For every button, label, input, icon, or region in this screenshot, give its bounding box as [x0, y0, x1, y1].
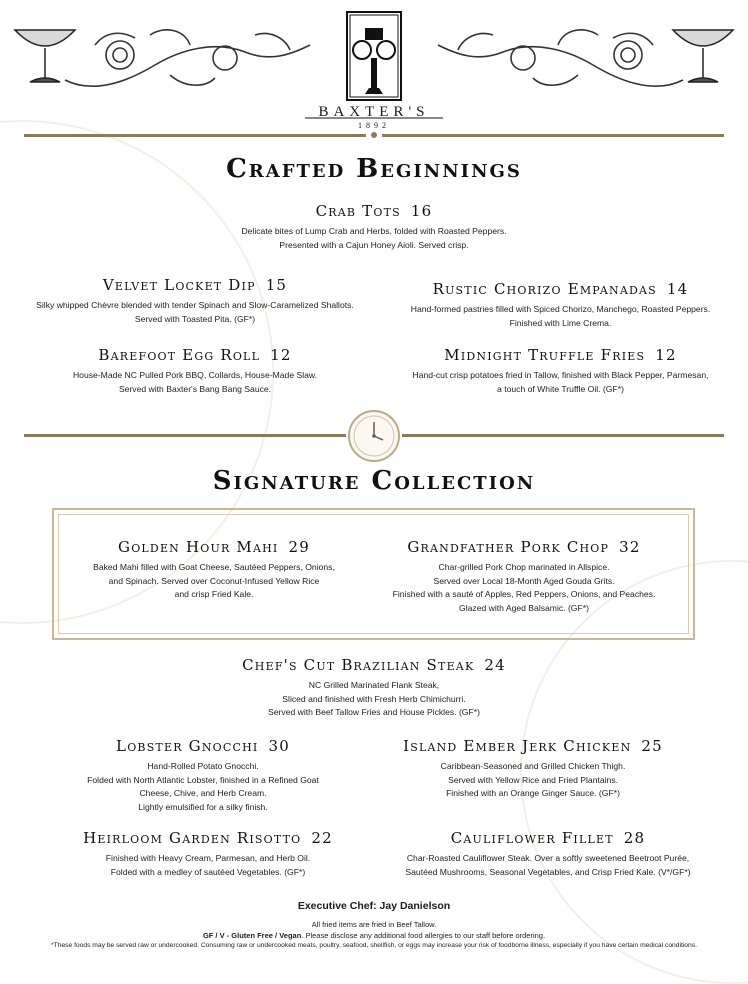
- champagne-coupe-icon: [673, 30, 733, 82]
- item-price: 29: [288, 538, 310, 556]
- item-name: Heirloom Garden Risotto: [83, 829, 302, 847]
- flourish-ornament: [438, 30, 683, 86]
- item-name: Lobster Gnocchi: [116, 737, 259, 755]
- brand-name: BAXTER'S: [318, 104, 430, 120]
- menu-item: [378, 829, 718, 879]
- item-price: 24: [484, 656, 506, 674]
- item-name: Golden Hour Mahi: [118, 538, 279, 556]
- item-name: Velvet Locket Dip: [102, 276, 256, 294]
- menu-header: [0, 0, 748, 140]
- item-description: Finished with a sauté of Apples, Red Peppers, Onions, and Peaches.: [392, 589, 656, 599]
- divider-rule: [382, 134, 724, 137]
- item-description: Hand-formed pastries filled with Spiced Chorizo, Manchego, Roasted Peppers.: [410, 304, 711, 314]
- item-description: Folded with North Atlantic Lobster, finished in a Refined Goat: [87, 774, 319, 785]
- item-description: Sautéed Mushrooms, Seasonal Vegetables, and Crisp Fried Kale. (V*/GF*): [405, 866, 691, 877]
- item-description: Hand-cut crisp potatoes fried in Tallow, finished with Black Pepper, Parmesan,: [412, 370, 709, 380]
- item-description: House-Made NC Pulled Pork BBQ, Collards, House-Made Slaw.: [72, 370, 318, 380]
- item-description: Delicate bites of Lump Crab and Herbs, folded with Roasted Peppers.: [241, 226, 507, 236]
- menu-item: [368, 737, 698, 801]
- section-title-beginnings: Crafted Beginnings: [226, 154, 522, 184]
- item-price: 32: [619, 538, 641, 556]
- item-description: Presented with a Cajun Honey Aioli. Served crisp.: [279, 239, 469, 250]
- item-name: Crab Tots: [315, 202, 401, 220]
- item-name: Midnight Truffle Fries: [444, 346, 646, 364]
- menu-item: [48, 829, 368, 879]
- item-description: Sliced and finished with Fresh Herb Chimichurri.: [282, 693, 466, 704]
- divider-rule: [24, 434, 346, 437]
- item-description: a touch of White Truffle Oil. (GF*): [497, 383, 624, 394]
- menu-item: [64, 538, 364, 602]
- item-description: Folded with a medley of sautéed Vegetables. (GF*): [110, 866, 306, 877]
- menu-item: [388, 346, 733, 396]
- item-description: NC Grilled Marinated Flank Steak,: [308, 680, 440, 690]
- item-description: Served with Beef Tallow Fries and House Pickles. (GF*): [268, 707, 480, 717]
- menu-item: [15, 346, 375, 396]
- menu-item: [48, 737, 358, 814]
- footnote-raw-warning: *These foods may be served raw or undercooked. Consuming raw or undercooked meats, poultry, seafood, shellfish, or eggs may increase your risk of foodborne illness, especially if you have certain medical conditions.: [51, 942, 697, 949]
- footnote-fried: All fried items are fried in Beef Tallow.: [311, 920, 437, 929]
- item-price: 22: [311, 829, 333, 847]
- item-price: 12: [270, 346, 292, 364]
- item-price: 16: [410, 202, 433, 220]
- item-description: Glazed with Aged Balsamic. (GF*): [459, 602, 589, 613]
- menu-item: [364, 538, 684, 615]
- item-description: and crisp Fried Kale.: [174, 589, 254, 599]
- menu-item: [388, 280, 733, 330]
- item-description: Baked Mahi filled with Goat Cheese, Sautéed Peppers, Onions,: [93, 562, 335, 572]
- footnote-allergy: [0, 931, 748, 940]
- brand-year: 1892: [358, 121, 390, 130]
- item-description: Silky whipped Chèvre blended with tender Spinach and Slow-Caramelized Shallots.: [36, 300, 354, 310]
- item-price: 25: [641, 737, 663, 755]
- item-price: 28: [623, 829, 646, 847]
- item-description: Served with Toasted Pita. (GF*): [134, 313, 256, 324]
- executive-chef: Executive Chef: Jay Danielson: [297, 900, 451, 912]
- item-description: Lightly emulsified for a silky finish.: [138, 801, 268, 812]
- item-price: 30: [268, 737, 290, 755]
- item-name: Chef's Cut Brazilian Steak: [242, 656, 475, 674]
- allergy-note: . Please disclose any additional food allergies to our staff before ordering.: [301, 931, 546, 940]
- item-name: Island Ember Jerk Chicken: [403, 737, 632, 755]
- item-description: Served over Local 18-Month Aged Gouda Grits.: [433, 575, 615, 586]
- item-description: Caribbean-Seasoned and Grilled Chicken Thigh.: [440, 761, 626, 771]
- item-name: Grandfather Pork Chop: [407, 538, 610, 556]
- item-description: Finished with Lime Crema.: [509, 317, 612, 328]
- item-description: Char-grilled Pork Chop marinated in Allspice.: [438, 562, 610, 572]
- divider-rule: [402, 434, 724, 437]
- menu-item: [174, 656, 574, 720]
- item-description: Served with Yellow Rice and Fried Plantains.: [447, 774, 619, 785]
- section-title-signature: Signature Collection: [212, 466, 536, 496]
- item-description: Char-Roasted Cauliflower Steak. Over a softly sweetened Beetroot Purée,: [406, 853, 690, 863]
- item-description: Finished with Heavy Cream, Parmesan, and Herb Oil.: [105, 853, 311, 863]
- item-name: Rustic Chorizo Empanadas: [432, 280, 657, 298]
- item-description: Finished with an Orange Ginger Sauce. (GF*): [446, 788, 620, 798]
- pocket-watch-icon: [346, 408, 402, 464]
- item-name: Cauliflower Fillet: [450, 829, 614, 847]
- champagne-coupe-icon: [15, 30, 75, 82]
- dietary-legend: GF / V - Gluten Free / Vegan: [202, 931, 302, 940]
- divider-rule: [24, 134, 366, 137]
- item-name: Barefoot Egg Roll: [98, 346, 261, 364]
- item-description: Served with Baxter's Bang Bang Sauce.: [118, 383, 272, 394]
- item-price: 14: [666, 280, 689, 298]
- flourish-ornament: [65, 30, 310, 86]
- menu-item: [15, 276, 375, 326]
- street-clock-icon: [347, 12, 401, 100]
- item-price: 12: [655, 346, 677, 364]
- item-price: 15: [265, 276, 288, 294]
- item-description: Hand-Rolled Potato Gnocchi.: [147, 761, 259, 771]
- item-description: and Spinach. Served over Coconut-Infused Yellow Rice: [108, 575, 320, 586]
- item-description: Cheese, Chive, and Herb Cream.: [139, 788, 267, 798]
- menu-item: [174, 202, 574, 252]
